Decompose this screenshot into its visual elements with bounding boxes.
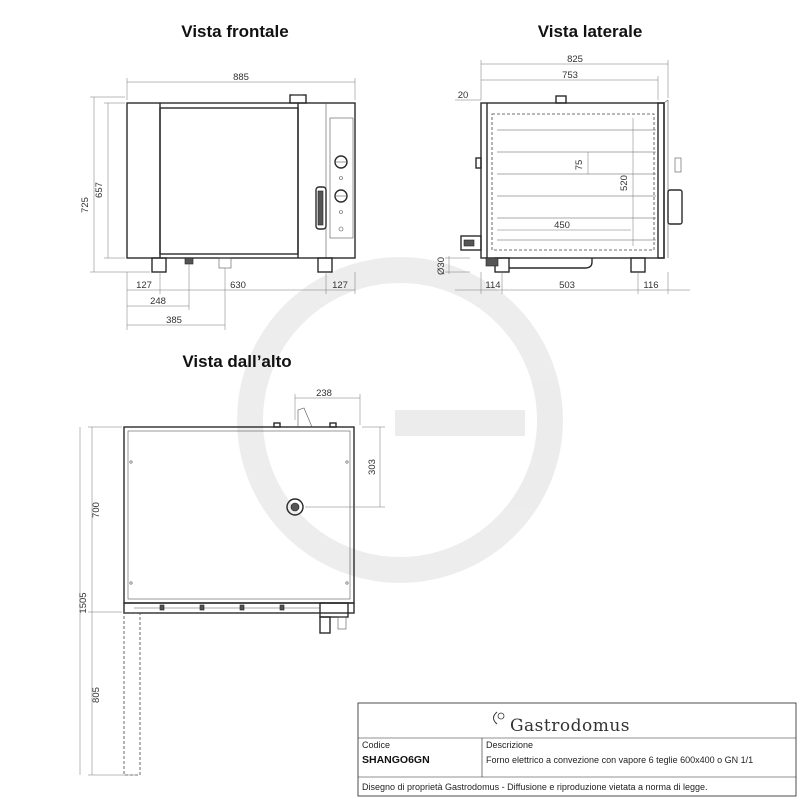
code-value: SHANGO6GN [362, 754, 430, 766]
dim-top-805: 805 [91, 687, 102, 703]
dim-front-630: 630 [230, 280, 246, 291]
dim-top-303: 303 [367, 459, 378, 475]
top-view [78, 388, 385, 775]
dim-front-width: 885 [233, 72, 249, 83]
dim-top-238: 238 [316, 388, 332, 399]
code-label: Codice [362, 740, 391, 750]
dim-top-1505: 1505 [78, 592, 89, 614]
dim-side-503: 503 [559, 280, 575, 291]
dim-front-left-127: 127 [136, 280, 152, 291]
dim-side-753: 753 [562, 70, 578, 81]
logo-text: Gastrodomus [509, 716, 631, 736]
dim-side-75: 75 [574, 159, 585, 171]
dim-side-825: 825 [567, 54, 583, 65]
dim-side-pipe-dia: Ø30 [436, 257, 447, 275]
dim-top-700: 700 [91, 502, 102, 518]
dim-front-385: 385 [166, 315, 182, 326]
title-block [358, 703, 796, 796]
description-label: Descrizione [486, 740, 534, 750]
dim-side-116: 116 [643, 280, 659, 291]
dim-front-248: 248 [150, 296, 166, 307]
dim-side-114: 114 [485, 280, 501, 291]
dim-side-450: 450 [554, 220, 570, 231]
footer-note: Disegno di proprietà Gastrodomus - Diffusione e riproduzione vietata a norma di legge. [362, 782, 708, 792]
dim-side-520: 520 [619, 175, 630, 191]
side-view-title: Vista laterale [537, 22, 643, 41]
front-view-title: Vista frontale [181, 22, 289, 41]
dim-side-20: 20 [457, 90, 469, 101]
description-value: Forno elettrico a convezione con vapore 6 teglie 600x400 o GN 1/1 [486, 755, 754, 765]
dim-front-height-door: 657 [94, 182, 105, 198]
dim-front-right-127: 127 [332, 280, 348, 291]
top-view-title: Vista dall’alto [182, 352, 292, 371]
dim-front-height-total: 725 [80, 197, 91, 213]
side-view [436, 54, 690, 294]
